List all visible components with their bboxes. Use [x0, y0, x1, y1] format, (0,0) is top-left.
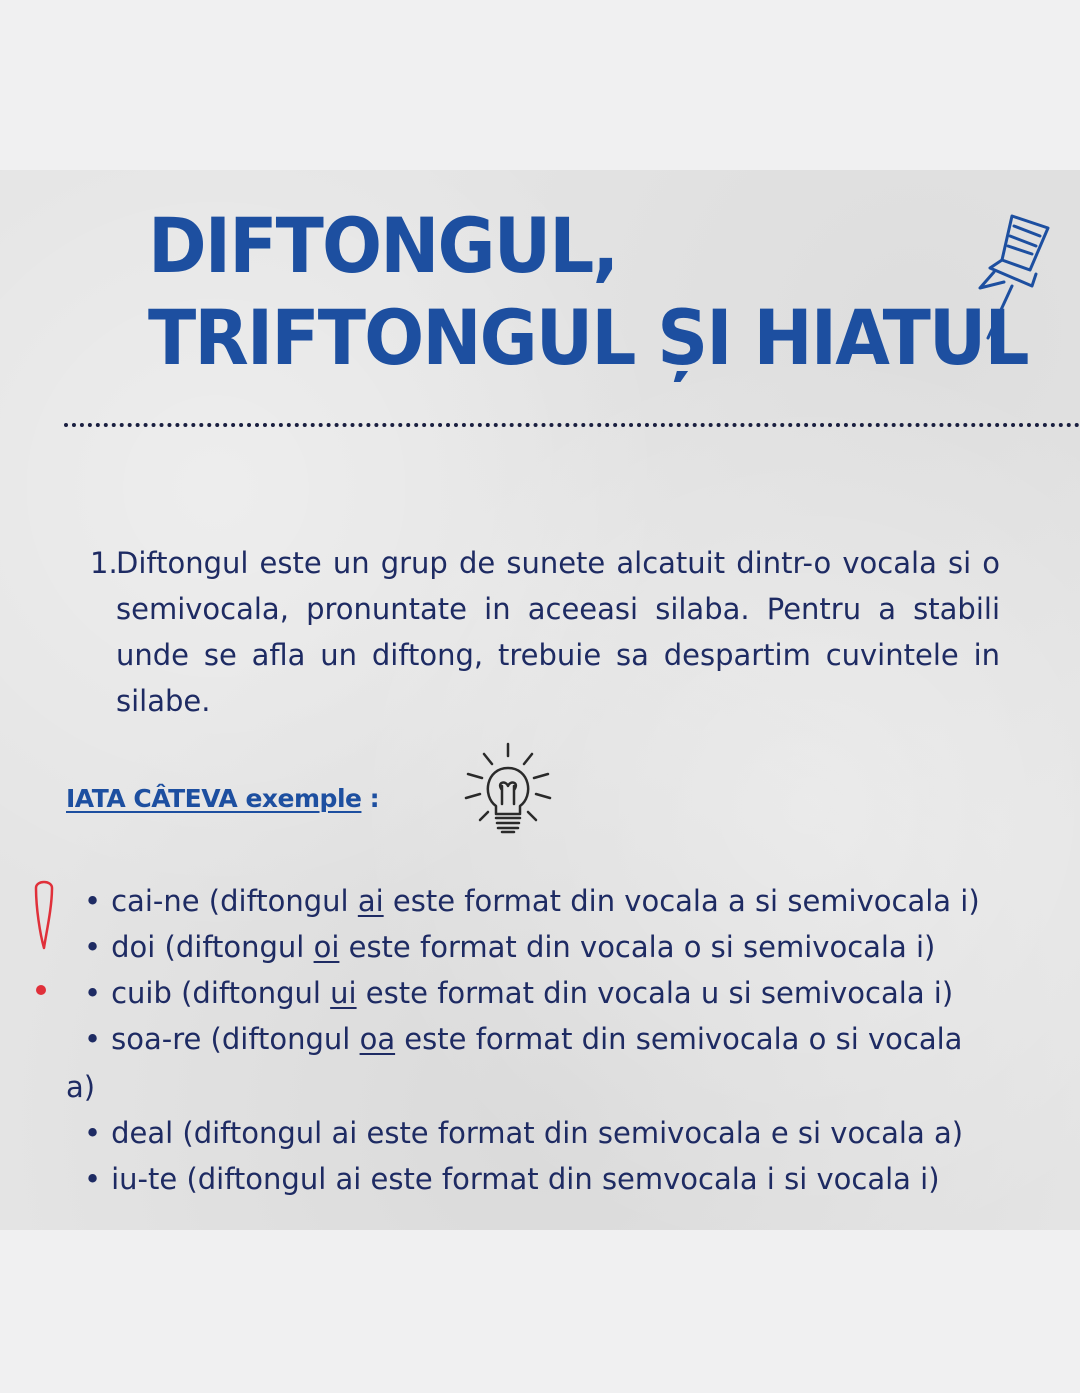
example-text-rest: este format din vocala o si semivocala i) [339, 930, 936, 964]
definition-text: Diftongul este un grup de sunete alcatuit dintr-o vocala si o semivocala, pronuntate in aceeasi silaba. Pentru a stabili unde se afla un diftong, trebuie sa despartim cuvintele in silabe. [116, 546, 1000, 718]
example-item-deal [84, 1110, 963, 1156]
page-title-line-2: TRIFTONGUL ȘI HIATUL [148, 293, 1028, 382]
bullet: • [84, 1162, 102, 1196]
example-text: doi (diftongul [111, 930, 314, 964]
pushpin-icon [972, 210, 1064, 350]
example-text-rest: este format din semivocala o si vocala [395, 1022, 963, 1056]
list-number: 1. [90, 546, 118, 580]
example-item-soare [84, 1016, 962, 1062]
example-text: cai-ne (diftongul [111, 884, 358, 918]
bullet: • [84, 930, 102, 964]
example-diphthong: oi [313, 930, 340, 964]
bullet: • [84, 976, 102, 1010]
example-diphthong: oa [359, 1022, 396, 1056]
example-diphthong: ui [330, 976, 357, 1010]
example-text: cuib (diftongul [111, 976, 331, 1010]
bullet: • [84, 884, 102, 918]
definition-paragraph [90, 540, 1000, 724]
example-item-doi [84, 924, 935, 970]
page-title-line-1: DIFTONGUL, [148, 201, 618, 290]
example-text-rest: este format din vocala a si semivocala i) [383, 884, 980, 918]
example-item-soare-wrap: a) [66, 1070, 96, 1104]
example-text: deal (diftongul ai este format din semivocala e si vocala a) [111, 1116, 964, 1150]
examples-heading [66, 784, 379, 813]
example-diphthong: ai [357, 884, 384, 918]
lightbulb-icon [462, 742, 554, 838]
bullet: • [84, 1022, 102, 1056]
bullet: • [84, 1116, 102, 1150]
section-divider [64, 423, 1080, 427]
examples-heading-colon: : [361, 784, 380, 813]
example-text-rest: este format din vocala u si semivocala i) [356, 976, 954, 1010]
exclamation-mark-icon [28, 878, 64, 1004]
example-text: soa-re (diftongul [111, 1022, 360, 1056]
examples-heading-label: IATA CÂTEVA exemple [66, 784, 362, 813]
example-item-caine [84, 878, 980, 924]
example-text: iu-te (diftongul ai este format din semvocala i si vocala i) [111, 1162, 940, 1196]
example-item-iute [84, 1156, 940, 1202]
example-item-cuib [84, 970, 953, 1016]
